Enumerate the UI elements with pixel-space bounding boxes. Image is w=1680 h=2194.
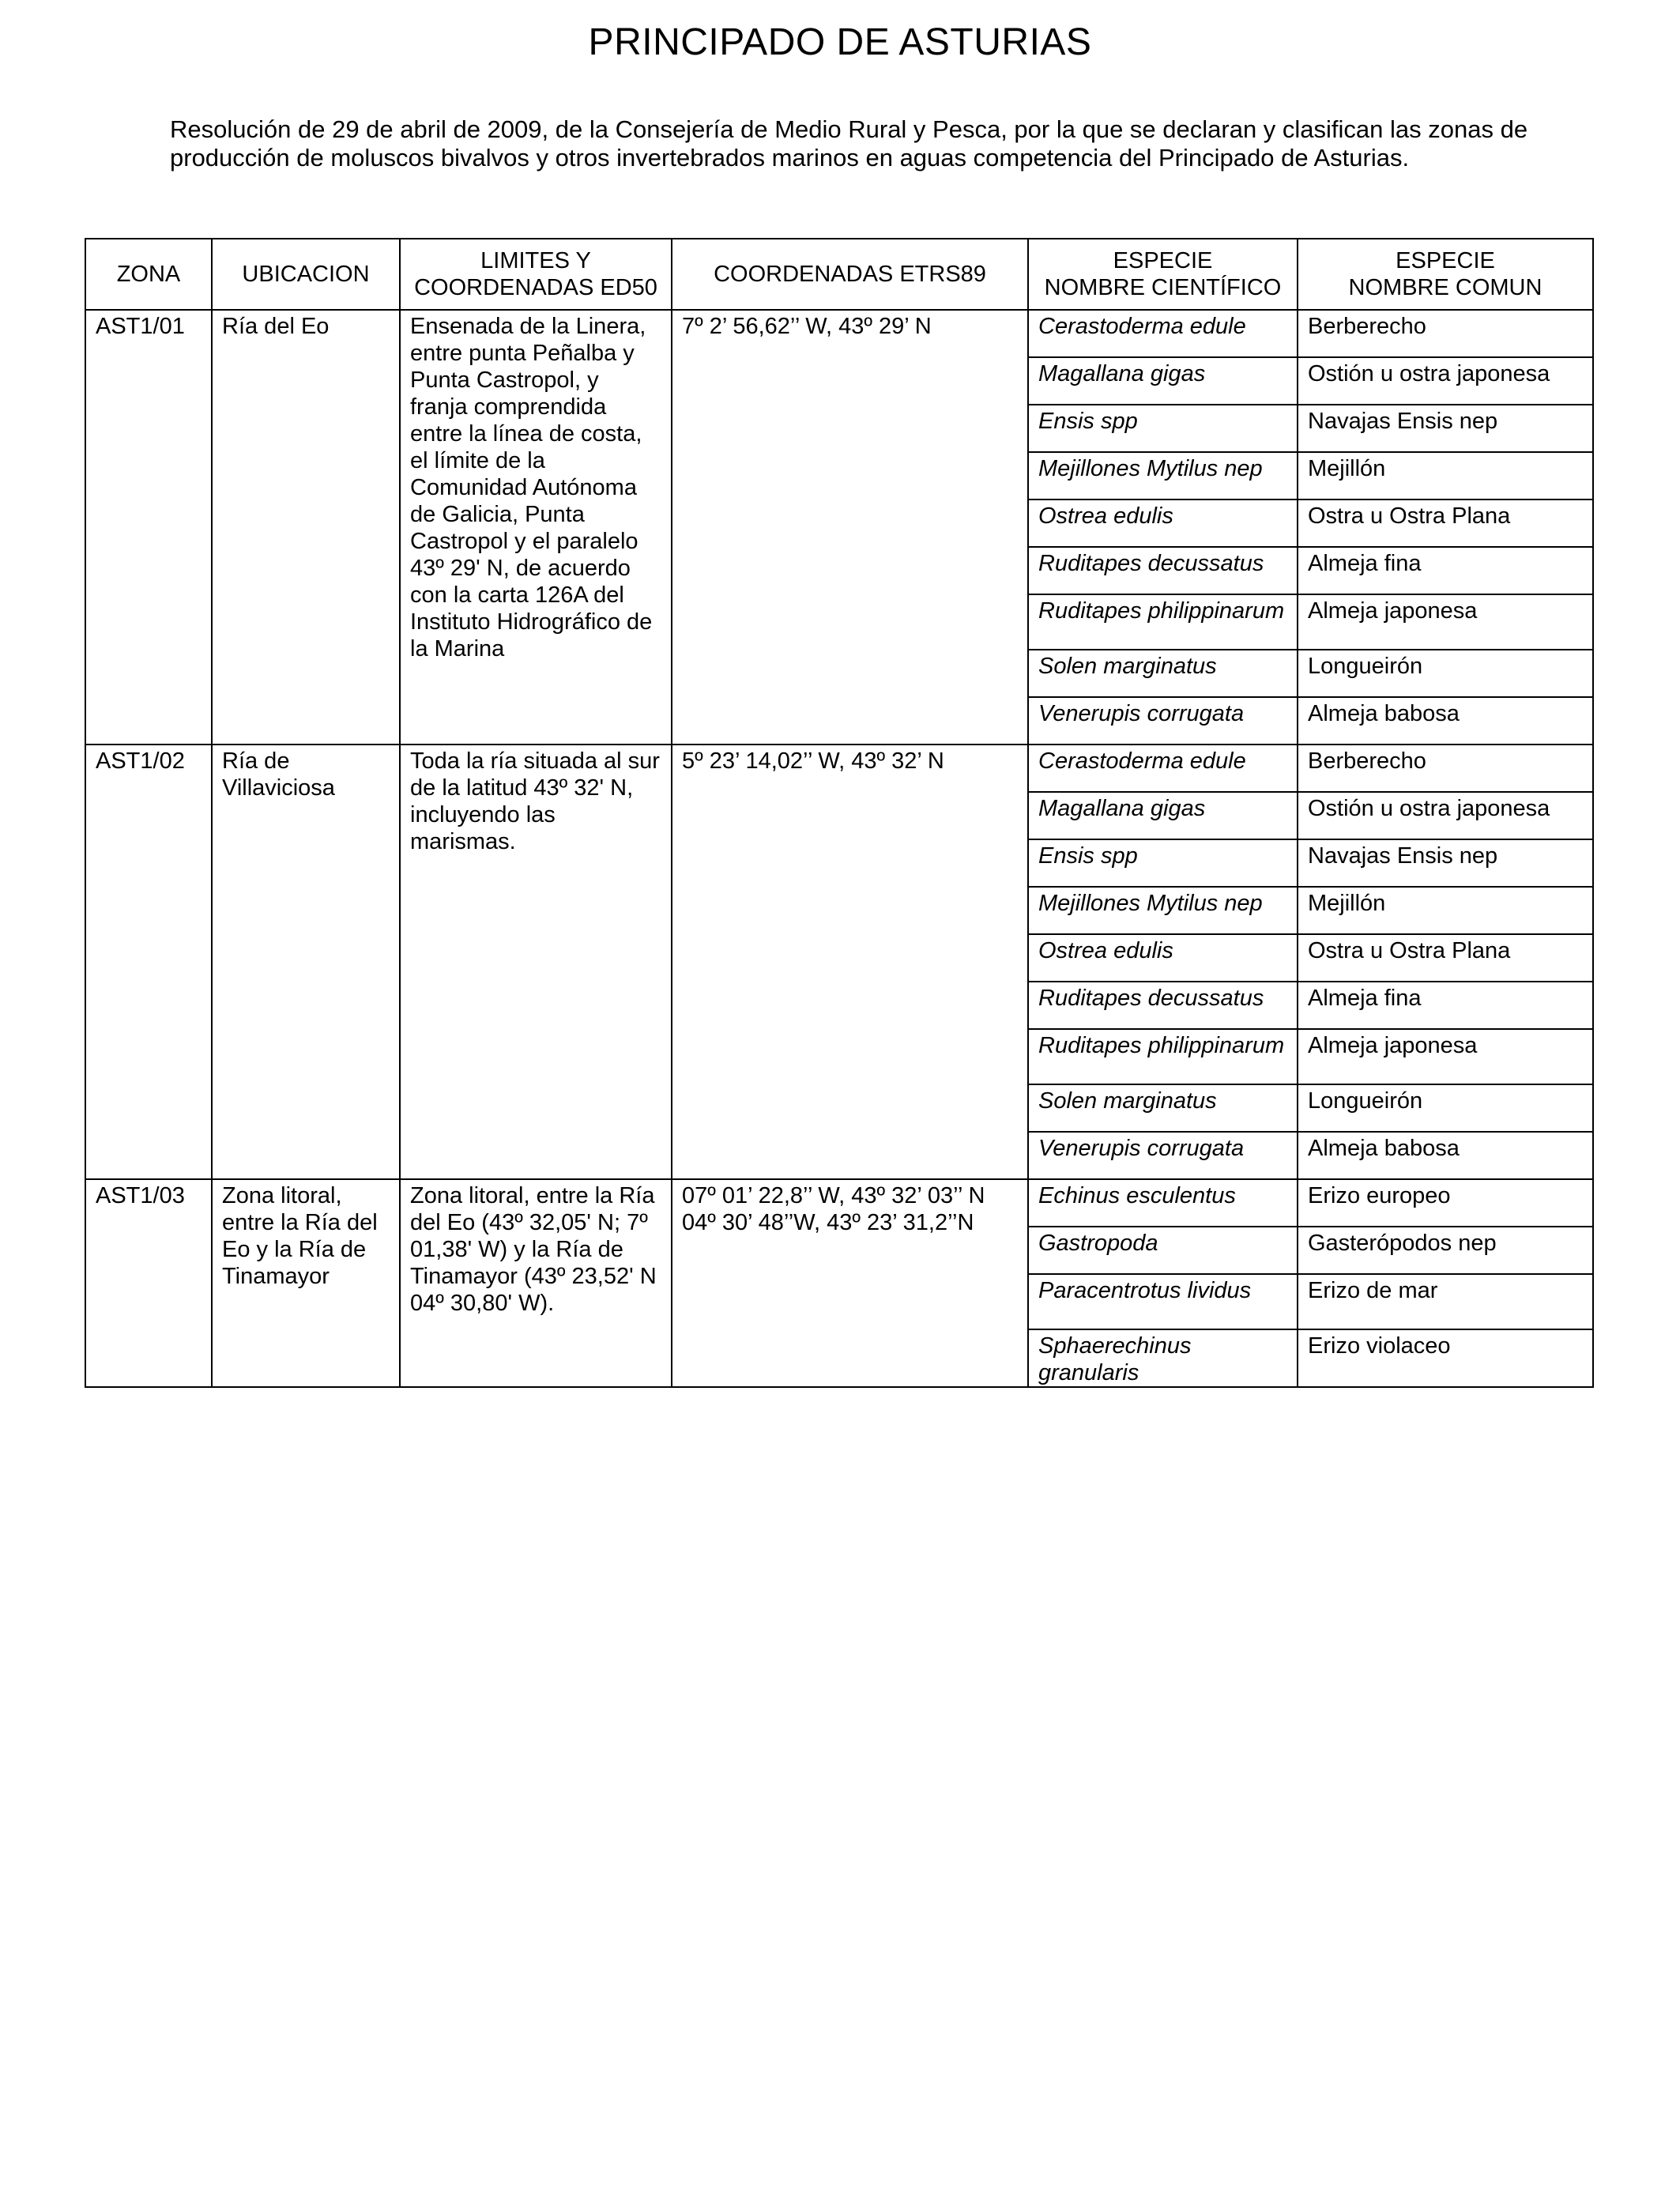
species-common-name: Erizo violaceo <box>1298 1329 1593 1387</box>
header-cientifico-line2: NOMBRE CIENTÍFICO <box>1044 275 1282 300</box>
species-common-name: Navajas Ensis nep <box>1298 839 1593 887</box>
limites-cell: Ensenada de la Linera, entre punta Peñalba y Punta Castropol, y franja comprendida entre la línea de costa, el límite de la Comunidad Autónoma de Galicia, Punta Castropol y el paralelo 43º 29' N, de acuerdo con la carta 126A del Instituto Hidrográfico de la Marina <box>400 310 672 745</box>
intro-paragraph: Resolución de 29 de abril de 2009, de la Consejería de Medio Rural y Pesca, por la que se declaran y clasifican las zonas de producción de moluscos bivalvos y otros invertebrados marinos en aguas competencia del Principado de Asturias. <box>170 115 1528 172</box>
species-scientific-name: Ostrea edulis <box>1028 934 1298 982</box>
coordenadas-cell <box>672 310 1028 745</box>
species-common-name: Ostión u ostra japonesa <box>1298 357 1593 405</box>
species-scientific-name: Mejillones Mytilus nep <box>1028 887 1298 934</box>
species-scientific-name: Paracentrotus lividus <box>1028 1274 1298 1329</box>
limites-cell: Toda la ría situada al sur de la latitud 43º 32' N, incluyendo las marismas. <box>400 745 672 1179</box>
coordenadas-cell <box>672 1179 1028 1387</box>
coordenadas-line: 7º 2’ 56,62’’ W, 43º 29’ N <box>682 314 932 339</box>
species-common-name: Ostión u ostra japonesa <box>1298 792 1593 839</box>
species-scientific-name: Ruditapes decussatus <box>1028 982 1298 1029</box>
species-common-name: Mejillón <box>1298 452 1593 499</box>
species-common-name: Longueirón <box>1298 1084 1593 1132</box>
species-scientific-name: Ruditapes philippinarum <box>1028 1029 1298 1084</box>
header-zona: ZONA <box>85 239 212 310</box>
table-row <box>85 745 1593 792</box>
zona-cell: AST1/03 <box>85 1179 212 1387</box>
header-limites-line2: COORDENADAS ED50 <box>414 275 657 300</box>
species-scientific-name: Magallana gigas <box>1028 792 1298 839</box>
header-ubicacion: UBICACION <box>212 239 400 310</box>
species-common-name: Erizo europeo <box>1298 1179 1593 1227</box>
species-common-name: Navajas Ensis nep <box>1298 405 1593 452</box>
species-common-name: Almeja japonesa <box>1298 594 1593 650</box>
species-scientific-name: Ruditapes philippinarum <box>1028 594 1298 650</box>
ubicacion-cell: Ría del Eo <box>212 310 400 745</box>
species-scientific-name: Ensis spp <box>1028 405 1298 452</box>
species-common-name: Ostra u Ostra Plana <box>1298 934 1593 982</box>
header-comun-line2: NOMBRE COMUN <box>1348 275 1543 300</box>
species-scientific-name: Solen marginatus <box>1028 650 1298 697</box>
header-coordenadas: COORDENADAS ETRS89 <box>672 239 1028 310</box>
species-common-name: Berberecho <box>1298 745 1593 792</box>
header-cientifico-line1: ESPECIE <box>1113 248 1213 273</box>
species-scientific-name: Cerastoderma edule <box>1028 310 1298 357</box>
coordenadas-line: 5º 23’ 14,02’’ W, 43º 32’ N <box>682 748 944 774</box>
table-header-row <box>85 239 1593 310</box>
table-body <box>85 310 1593 1387</box>
ubicacion-cell: Zona litoral, entre la Ría del Eo y la Ría de Tinamayor <box>212 1179 400 1387</box>
species-common-name: Berberecho <box>1298 310 1593 357</box>
species-common-name: Almeja babosa <box>1298 1132 1593 1179</box>
species-common-name: Gasterópodos nep <box>1298 1227 1593 1274</box>
header-cientifico <box>1028 239 1298 310</box>
header-limites-line1: LIMITES Y <box>480 248 591 273</box>
species-common-name: Almeja babosa <box>1298 697 1593 745</box>
species-common-name: Ostra u Ostra Plana <box>1298 499 1593 547</box>
species-scientific-name: Sphaerechinus granularis <box>1028 1329 1298 1387</box>
ubicacion-cell: Ría de Villaviciosa <box>212 745 400 1179</box>
species-common-name: Mejillón <box>1298 887 1593 934</box>
species-scientific-name: Venerupis corrugata <box>1028 697 1298 745</box>
zones-table <box>85 238 1594 1388</box>
header-limites <box>400 239 672 310</box>
species-scientific-name: Ensis spp <box>1028 839 1298 887</box>
table-row <box>85 1179 1593 1227</box>
page-title: PRINCIPADO DE ASTURIAS <box>588 21 1092 63</box>
species-common-name: Almeja fina <box>1298 982 1593 1029</box>
species-scientific-name: Gastropoda <box>1028 1227 1298 1274</box>
species-scientific-name: Magallana gigas <box>1028 357 1298 405</box>
species-scientific-name: Solen marginatus <box>1028 1084 1298 1132</box>
limites-cell: Zona litoral, entre la Ría del Eo (43º 32,05' N; 7º 01,38' W) y la Ría de Tinamayor (43º 23,52' N 04º 30,80' W). <box>400 1179 672 1387</box>
coordenadas-line: 04º 30’ 48’’W, 43º 23’ 31,2’’N <box>682 1210 974 1235</box>
species-scientific-name: Ruditapes decussatus <box>1028 547 1298 594</box>
header-comun <box>1298 239 1593 310</box>
species-scientific-name: Ostrea edulis <box>1028 499 1298 547</box>
coordenadas-line: 07º 01’ 22,8’’ W, 43º 32’ 03’’ N <box>682 1183 985 1208</box>
zona-cell: AST1/02 <box>85 745 212 1179</box>
species-scientific-name: Echinus esculentus <box>1028 1179 1298 1227</box>
species-common-name: Longueirón <box>1298 650 1593 697</box>
header-comun-line1: ESPECIE <box>1396 248 1495 273</box>
species-scientific-name: Cerastoderma edule <box>1028 745 1298 792</box>
table-row <box>85 310 1593 357</box>
species-scientific-name: Mejillones Mytilus nep <box>1028 452 1298 499</box>
species-common-name: Almeja japonesa <box>1298 1029 1593 1084</box>
species-common-name: Almeja fina <box>1298 547 1593 594</box>
species-common-name: Erizo de mar <box>1298 1274 1593 1329</box>
coordenadas-cell <box>672 745 1028 1179</box>
zona-cell: AST1/01 <box>85 310 212 745</box>
species-scientific-name: Venerupis corrugata <box>1028 1132 1298 1179</box>
